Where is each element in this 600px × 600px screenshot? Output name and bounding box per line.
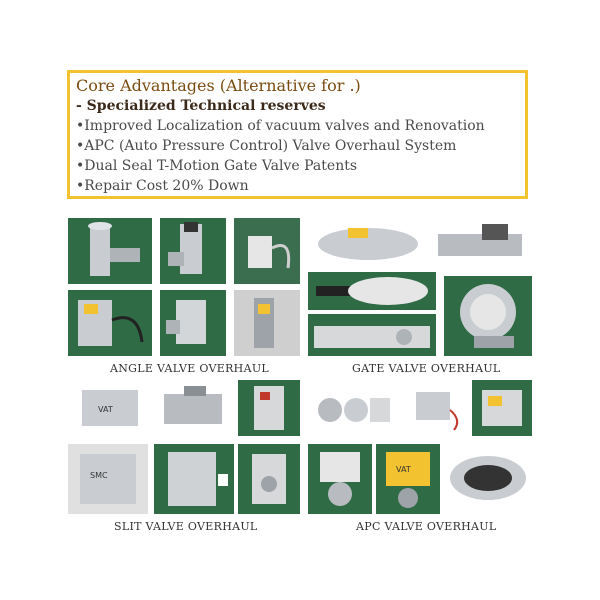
advantages-title: Core Advantages (Alternative for .): [76, 76, 361, 95]
svg-text:VAT: VAT: [98, 405, 113, 414]
gate-valve-photo-5: [444, 276, 532, 356]
apc-valve-caption: APC VALVE OVERHAUL: [356, 520, 497, 533]
gate-valve-photo-1: [308, 218, 426, 268]
slit-valve-photo-3: [238, 380, 300, 436]
advantage-item-apc: • APC (Auto Pressure Control) Valve Overhaul System: [76, 136, 519, 156]
slit-valve-caption: SLIT VALVE OVERHAUL: [114, 520, 258, 533]
angle-valve-photo-3: [234, 218, 300, 284]
angle-valve-caption: ANGLE VALVE OVERHAUL: [110, 362, 269, 375]
angle-valve-photo-4: [68, 290, 152, 356]
svg-text:SMC: SMC: [90, 471, 108, 480]
apc-valve-photo-6: [444, 450, 532, 506]
angle-valve-photo-6: [234, 290, 300, 356]
apc-valve-photo-3: [472, 380, 532, 436]
advantages-list: [76, 116, 519, 196]
slit-valve-photo-5: [154, 444, 234, 514]
angle-valve-photo-2: [160, 218, 226, 284]
advantage-item-dual-seal: • Dual Seal T-Motion Gate Valve Patents: [76, 156, 519, 176]
apc-valve-photo-1: [308, 380, 398, 436]
apc-valve-photo-5: [376, 444, 440, 514]
angle-valve-photo-5: [160, 290, 226, 356]
advantage-item-localization: • Improved Localization of vacuum valves and Renovation: [76, 116, 519, 136]
angle-valve-photo-1: [68, 218, 152, 284]
advantage-item-repair-cost: • Repair Cost 20% Down: [76, 176, 519, 196]
slit-valve-photo-6: [238, 444, 300, 514]
svg-text:VAT: VAT: [396, 465, 411, 474]
slit-valve-photo-4: [68, 444, 148, 514]
gate-valve-photo-2: [432, 218, 532, 268]
advantages-subtitle: - Specialized Technical reserves: [76, 98, 326, 114]
slit-valve-photo-2: [154, 380, 234, 436]
slit-valve-photo-1: [68, 380, 150, 436]
gate-valve-photo-4: [308, 314, 436, 356]
apc-valve-photo-2: [402, 380, 468, 436]
core-advantages-box: [67, 70, 528, 199]
apc-valve-photo-4: [308, 444, 372, 514]
gate-valve-caption: GATE VALVE OVERHAUL: [352, 362, 501, 375]
gate-valve-photo-3: [308, 272, 436, 310]
